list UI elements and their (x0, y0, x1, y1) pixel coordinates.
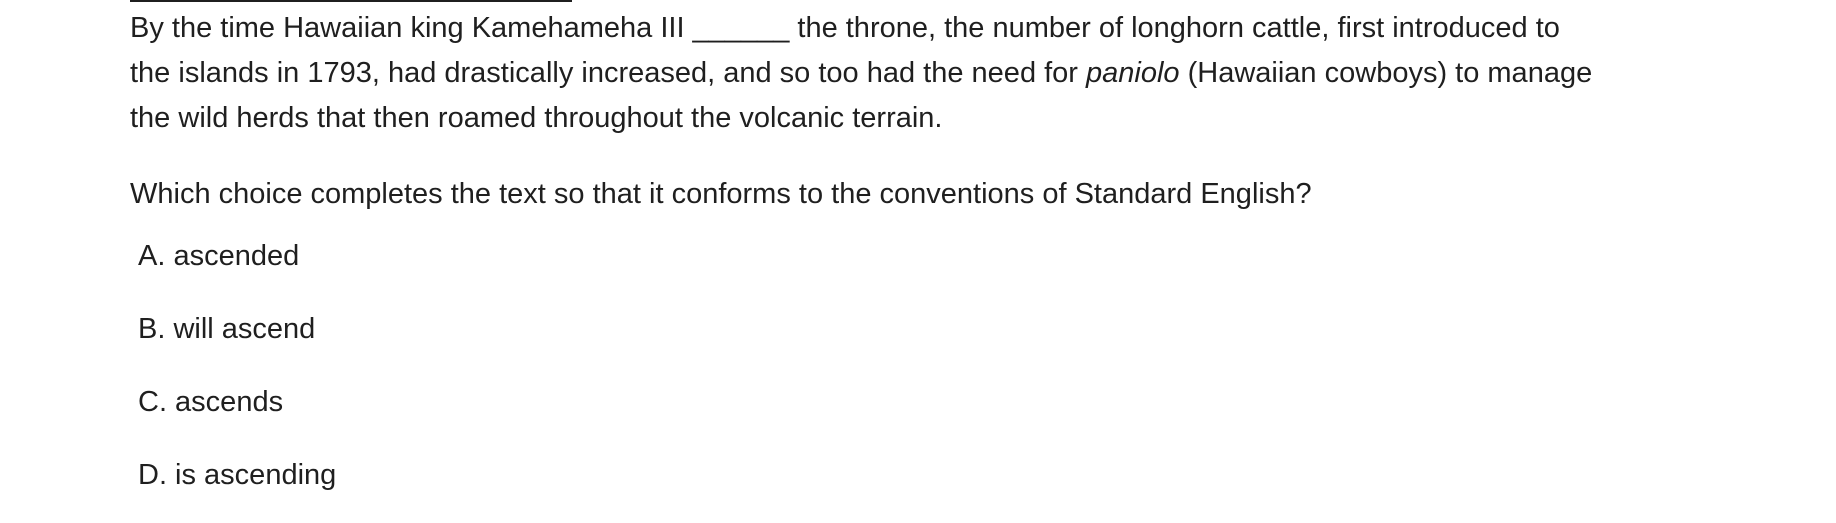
top-divider (130, 0, 572, 2)
question-prompt: Which choice completes the text so that it conforms to the conventions of Standard English? (130, 178, 1312, 210)
answer-choice-a[interactable]: A. ascended (138, 240, 300, 272)
answer-choice-d[interactable]: D. is ascending (138, 459, 337, 491)
passage-line-1: By the time Hawaiian king Kamehameha III ______ the throne, the number of longhorn cattle, first introduced to (130, 12, 1560, 44)
answer-choices (138, 236, 336, 523)
passage-line-2-end: (Hawaiian cowboys) to manage (1179, 57, 1593, 89)
answer-choice-b[interactable]: B. will ascend (138, 313, 316, 345)
passage-line-3: the wild herds that then roamed throughout the volcanic terrain. (130, 102, 943, 134)
passage-text (130, 6, 1730, 141)
passage-line-2-start: the islands in 1793, had drastically increased, and so too had the need for (130, 57, 1087, 89)
passage-line-2 (130, 51, 1730, 96)
italic-term-paniolo: paniolo (1086, 57, 1180, 89)
answer-choice-c[interactable]: C. ascends (138, 386, 284, 418)
